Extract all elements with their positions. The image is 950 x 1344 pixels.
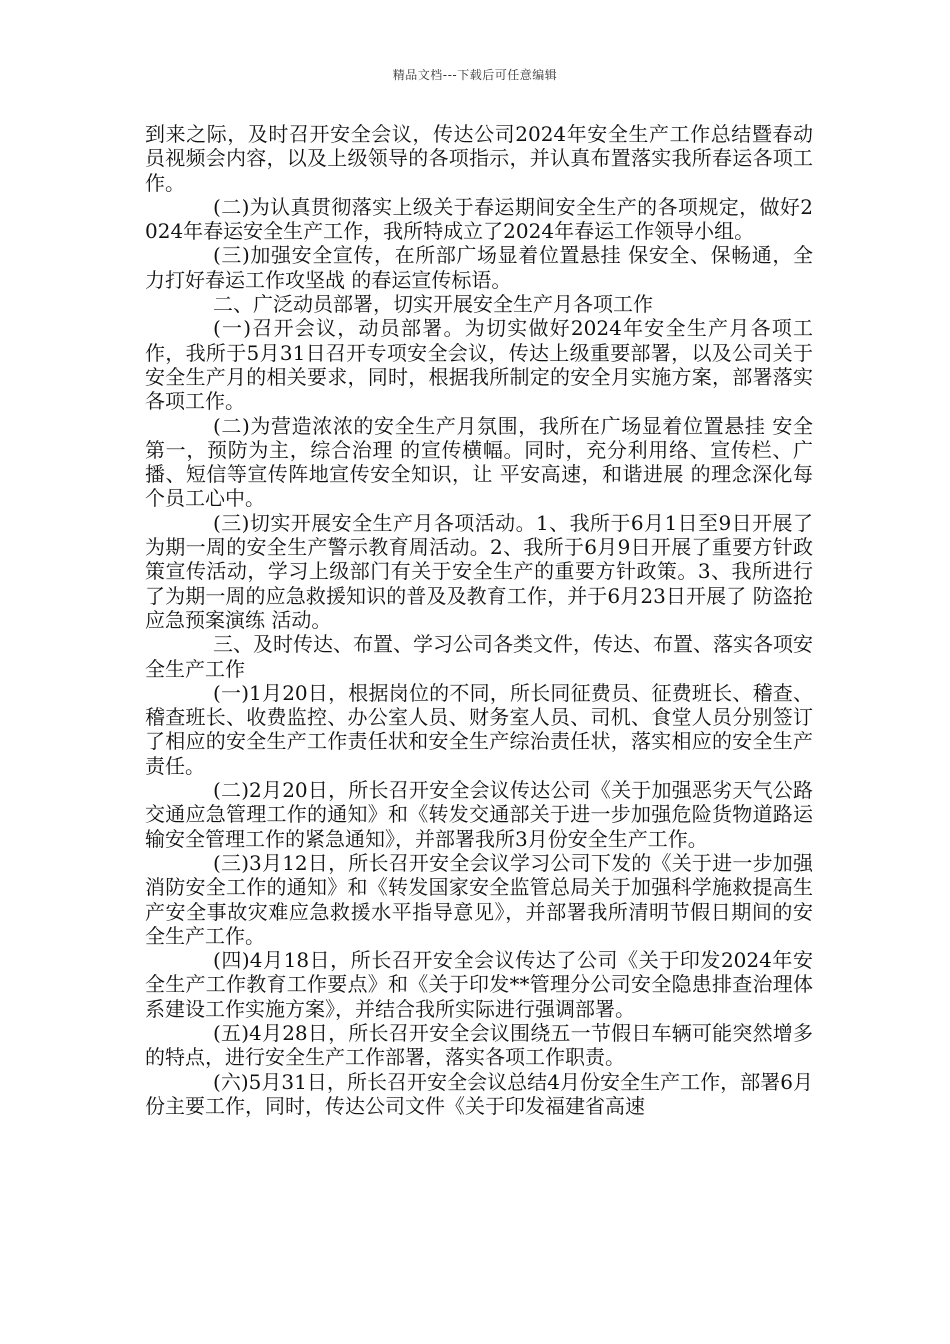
paragraph: (一)召开会议，动员部署。为切实做好2024年安全生产月各项工作，我所于5月31日召开专项安全会议，传达上级重要部署，以及公司关于安全生产月的相关要求，同时，根据我所制定的安全月实施方案，部署落实各项工作。 bbox=[145, 316, 813, 414]
paragraph: (六)5月31日，所长召开安全会议总结4月份安全生产工作，部署6月份主要工作，同时，传达公司文件《关于印发福建省高速 bbox=[145, 1069, 813, 1118]
paragraph: 到来之际，及时召开安全会议，传达公司2024年安全生产工作总结暨春动员视频会内容，以及上级领导的各项指示，并认真布置落实我所春运各项工作。 bbox=[145, 122, 813, 195]
page-header: 精品文档---下载后可任意编辑 bbox=[392, 68, 558, 82]
paragraph: (一)1月20日，根据岗位的不同，所长同征费员、征费班长、稽查、稽查班长、收费监控、办公室人员、财务室人员、司机、食堂人员分别签订了相应的安全生产工作责任状和安全生产综治责任状，落实相应的安全生产责任。 bbox=[145, 680, 813, 778]
paragraph: (三)加强安全宣传，在所部广场显着位置悬挂 保安全、保畅通，全力打好春运工作攻坚战 的春运宣传标语。 bbox=[145, 243, 813, 292]
paragraph: (三)切实开展安全生产月各项活动。1、我所于6月1日至9日开展了为期一周的安全生产警示教育周活动。2、我所于6月9日开展了重要方针政策宣传活动，学习上级部门有关于安全生产的重要方针政策。3、我所进行了为期一周的应急救援知识的普及及教育工作，并于6月23日开展了 防盗抢应急预案演练 活动。 bbox=[145, 510, 813, 632]
paragraph: (二)为认真贯彻落实上级关于春运期间安全生产的各项规定，做好2024年春运安全生产工作，我所特成立了2024年春运工作领导小组。 bbox=[145, 194, 813, 244]
paragraph: (三)3月12日，所长召开安全会议学习公司下发的《关于进一步加强消防安全工作的通知》和《转发国家安全监管总局关于加强科学施救提高生产安全事故灾难应急救援水平指导意见》，并部署我所清明节假日期间的安全生产工作。 bbox=[145, 850, 813, 948]
section-heading: 三、及时传达、布置、学习公司各类文件，传达、布置、落实各项安全生产工作 bbox=[145, 632, 813, 681]
paragraph: (五)4月28日，所长召开安全会议围绕五一节假日车辆可能突然增多的特点，进行安全生产工作部署，落实各项工作职责。 bbox=[145, 1020, 813, 1070]
document-body bbox=[145, 122, 813, 1118]
paragraph: (二)2月20日，所长召开安全会议传达公司《关于加强恶劣天气公路交通应急管理工作的通知》和《转发交通部关于进一步加强危险货物道路运输安全管理工作的紧急通知》，并部署我所3月份安全生产工作。 bbox=[145, 778, 813, 851]
paragraph: (四)4月18日，所长召开安全会议传达了公司《关于印发2024年安全生产工作教育工作要点》和《关于印发**管理分公司安全隐患排查治理体系建设工作实施方案》，并结合我所实际进行强调部署。 bbox=[145, 948, 813, 1021]
paragraph: (二)为营造浓浓的安全生产月氛围，我所在广场显着位置悬挂 安全第一，预防为主，综合治理 的宣传横幅。同时，充分利用络、宣传栏、广播、短信等宣传阵地宣传安全知识，让 平安高速，和谐进展 的理念深化每个员工心中。 bbox=[145, 413, 813, 511]
section-heading: 二、广泛动员部署，切实开展安全生产月各项工作 bbox=[213, 292, 653, 317]
